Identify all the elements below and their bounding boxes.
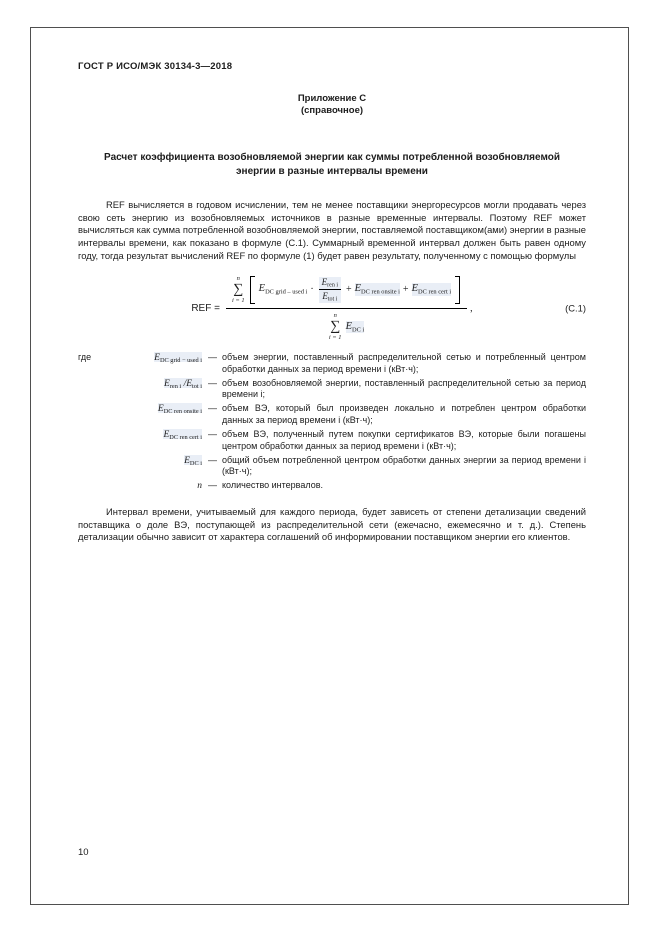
inner-fraction-denominator: $E_{tot i}$ [322, 291, 338, 303]
formula-lhs [191, 303, 220, 314]
definition-row [78, 403, 586, 426]
appendix-block [78, 93, 586, 117]
summation-symbol [232, 275, 245, 305]
definition-text: общий объем потребленной центром обработки данных энергии за период времени i (кВт·ч); [222, 454, 586, 477]
page-border-frame [30, 27, 629, 905]
definition-dash: — [208, 454, 217, 465]
inner-fraction [319, 277, 341, 303]
appendix-type: (справочное) [300, 105, 364, 116]
where-lead: где [78, 352, 92, 363]
term-symbol: n [197, 481, 202, 492]
term-symbol: $E_{ren i}$ $/E_{tot i}$ [164, 378, 202, 390]
term-dc-total: $E_{DC i}$ [345, 320, 365, 334]
definition-row [78, 429, 586, 452]
definition-dash: — [208, 352, 217, 363]
plus-operator: + [345, 284, 352, 296]
definitions-list [78, 352, 586, 495]
definition-text: объем ВЭ, полученный путем покупки сертификатов ВЭ, которые были погашены центром обработки данных за период времени i (кВт·ч); [222, 429, 586, 451]
where-lead-spacer [78, 480, 102, 495]
sigma-icon: ∑ [233, 281, 244, 297]
term-ren-cert: $E_{DC ren cert i}$ [411, 283, 452, 296]
fraction-denominator [329, 309, 364, 342]
term-ren-onsite: $E_{DC ren onsite i}$ [354, 283, 400, 296]
page-number: 10 [78, 847, 89, 858]
definition-text: объем возобновляемой энергии, поставленный распределительной сетью за период времени i; [222, 377, 586, 400]
multiplication-dot: · [310, 284, 314, 296]
where-lead-spacer [78, 429, 102, 452]
sum-lower-limit: i = 1 [231, 296, 245, 304]
document-title: ГОСТ Р ИСО/МЭК 30134-3—2018 [78, 61, 233, 72]
formula-main-fraction [226, 275, 467, 343]
equals-sign: = [214, 302, 220, 314]
right-bracket [455, 276, 460, 304]
definition-dash: — [208, 403, 217, 414]
sum-upper-limit: n [236, 274, 240, 282]
definition-dash: — [208, 429, 217, 440]
where-lead-spacer [78, 378, 102, 401]
term-symbol: $E_{DC grid - used i}$ [154, 353, 202, 365]
inner-fraction-numerator: $E_{ren i}$ [319, 277, 341, 291]
definition-row [78, 480, 586, 495]
appendix-name: Приложение С [297, 93, 367, 104]
definition-dash: — [208, 377, 217, 388]
section-heading: Расчет коэффициента возобновляемой энергии как суммы потребленной возобновляемой энергии в разные интервалы времени [104, 152, 560, 177]
definition-text: объем ВЭ, который был произведен локально и потреблен центром обработки данных за период времени i (кВт·ч); [222, 403, 586, 425]
definition-text: количество интервалов. [222, 480, 323, 491]
paragraph-intro: REF вычисляется в годовом исчислении, тем не менее поставщики энергоресурсов могли продавать через свою сеть энергию из возобновляемых источников в разные временные интервалы. Поэтому REF может вычисляться как сумма потребленной возобновляемой энергии, поставляемой поставщиком(ами) энергии в разные интервалы времени, как показано в формуле (С.1). Суммарный временной интервал должен быть равен одному году, тогда результат вычислений REF по формуле (1) будет равен результату, полученному с помощью формулы [78, 199, 586, 261]
formula-number: (С.1) [565, 302, 586, 314]
sum-upper-limit: n [333, 311, 337, 319]
summation-symbol [329, 312, 342, 342]
fraction-numerator [226, 275, 467, 309]
term-symbol: $E_{DC ren onsite i}$ [157, 404, 202, 416]
formula-comma: , [470, 302, 473, 314]
term-symbol: $E_{DC ren cert i}$ [163, 430, 202, 442]
ref-symbol: REF [191, 302, 212, 314]
where-lead-spacer [78, 455, 102, 478]
term-grid-used: $E_{DC grid - used i}$ [258, 283, 308, 296]
definition-dash: — [208, 480, 217, 491]
term-symbol: $E_{DC i}$ [184, 455, 202, 467]
definition-row [78, 455, 586, 478]
page-content [78, 61, 586, 544]
left-bracket [250, 276, 255, 304]
definition-row [78, 378, 586, 401]
sum-lower-limit: i = 1 [328, 333, 342, 341]
paragraph-closing: Интервал времени, учитываемый для каждого периода, будет зависеть от степени детализации сведений поставщика о доле ВЭ, поступающей из распределительной сети (ежечасно, ежемесячно и т. д.). Степень детализации обычно зависит от характера соглашений об информировании поставщиком энергии его клиентов. [78, 506, 586, 543]
sigma-icon: ∑ [330, 318, 341, 334]
plus-operator: + [402, 284, 409, 296]
where-lead-spacer [78, 403, 102, 426]
formula-c1 [78, 275, 586, 343]
definition-row [78, 352, 586, 375]
definition-text: объем энергии, поставленный распределительной сетью и потребленный центром обработки данных за период времени i (кВт·ч); [222, 352, 586, 374]
